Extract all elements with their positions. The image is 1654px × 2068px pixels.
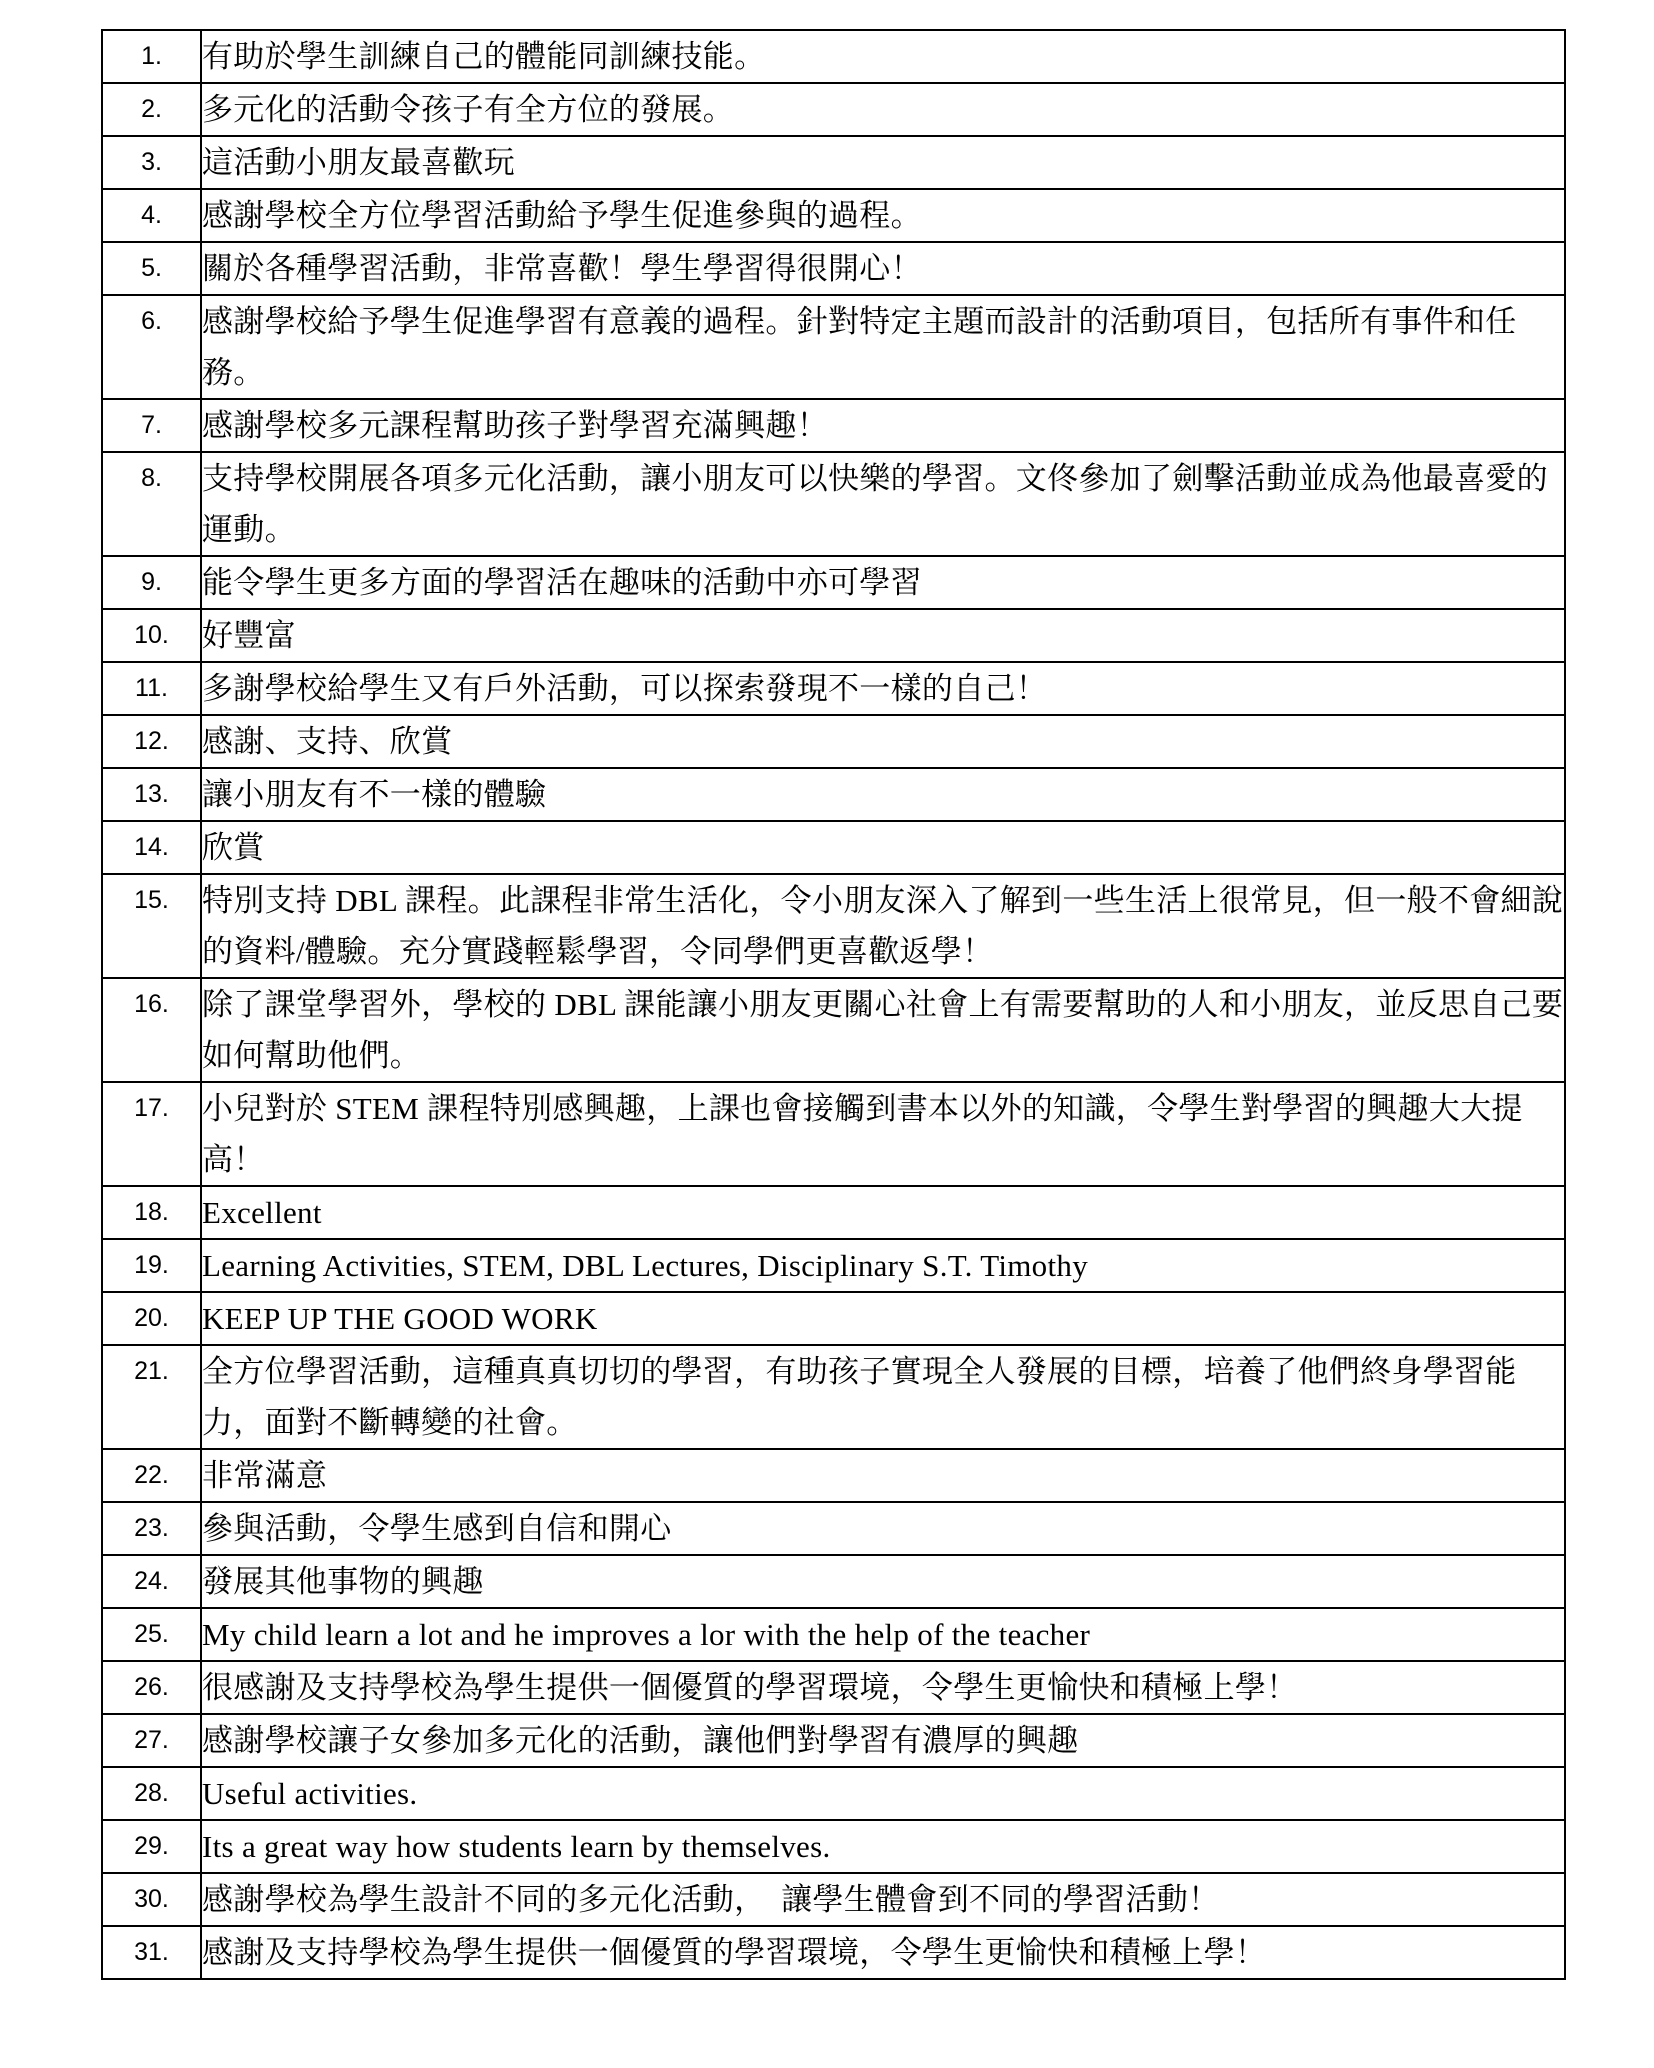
table-row (102, 556, 1565, 609)
feedback-page (101, 29, 1566, 1980)
row-number: 19. (102, 1239, 201, 1292)
table-row (102, 768, 1565, 821)
row-number: 17. (102, 1082, 201, 1186)
feedback-text: 感謝學校給予學生促進學習有意義的過程。針對特定主題而設計的活動項目，包括所有事件和任務。 (201, 295, 1565, 399)
row-number: 3. (102, 136, 201, 189)
feedback-text: 全方位學習活動，這種真真切切的學習，有助孩子實現全人發展的目標，培養了他們終身學習能力，面對不斷轉變的社會。 (201, 1345, 1565, 1449)
table-row (102, 1873, 1565, 1926)
table-row (102, 1292, 1565, 1345)
row-number: 9. (102, 556, 201, 609)
table-row (102, 1661, 1565, 1714)
feedback-text: 這活動小朋友最喜歡玩 (201, 136, 1565, 189)
row-number: 2. (102, 83, 201, 136)
table-row (102, 1345, 1565, 1449)
row-number: 21. (102, 1345, 201, 1449)
table-row (102, 189, 1565, 242)
row-number: 5. (102, 242, 201, 295)
row-number: 28. (102, 1767, 201, 1820)
table-row (102, 874, 1565, 978)
table-row (102, 715, 1565, 768)
table-row (102, 1767, 1565, 1820)
feedback-table (101, 29, 1566, 1980)
feedback-text: 關於各種學習活動，非常喜歡！學生學習得很開心！ (201, 242, 1565, 295)
row-number: 15. (102, 874, 201, 978)
row-number: 6. (102, 295, 201, 399)
row-number: 16. (102, 978, 201, 1082)
table-row (102, 609, 1565, 662)
table-row (102, 1555, 1565, 1608)
feedback-text: 非常滿意 (201, 1449, 1565, 1502)
row-number: 11. (102, 662, 201, 715)
row-number: 23. (102, 1502, 201, 1555)
table-row (102, 1820, 1565, 1873)
table-row (102, 978, 1565, 1082)
table-row (102, 242, 1565, 295)
row-number: 31. (102, 1926, 201, 1979)
row-number: 30. (102, 1873, 201, 1926)
table-row (102, 295, 1565, 399)
table-row (102, 83, 1565, 136)
feedback-text: KEEP UP THE GOOD WORK (201, 1292, 1565, 1345)
feedback-text: 讓小朋友有不一樣的體驗 (201, 768, 1565, 821)
feedback-text: My child learn a lot and he improves a lor with the help of the teacher (201, 1608, 1565, 1661)
feedback-text: 感謝學校為學生設計不同的多元化活動， 讓學生體會到不同的學習活動！ (201, 1873, 1565, 1926)
feedback-text: 很感謝及支持學校為學生提供一個優質的學習環境，令學生更愉快和積極上學！ (201, 1661, 1565, 1714)
feedback-text: 發展其他事物的興趣 (201, 1555, 1565, 1608)
table-row (102, 1926, 1565, 1979)
feedback-text: 除了課堂學習外，學校的 DBL 課能讓小朋友更關心社會上有需要幫助的人和小朋友，並反思自己要如何幫助他們。 (201, 978, 1565, 1082)
feedback-text: Learning Activities, STEM, DBL Lectures, Disciplinary S.T. Timothy (201, 1239, 1565, 1292)
feedback-text: 參與活動，令學生感到自信和開心 (201, 1502, 1565, 1555)
feedback-text: 小兒對於 STEM 課程特別感興趣，上課也會接觸到書本以外的知識，令學生對學習的興趣大大提高！ (201, 1082, 1565, 1186)
table-row (102, 1714, 1565, 1767)
table-row (102, 662, 1565, 715)
feedback-text: 有助於學生訓練自己的體能同訓練技能。 (201, 30, 1565, 83)
feedback-text: 感謝及支持學校為學生提供一個優質的學習環境，令學生更愉快和積極上學！ (201, 1926, 1565, 1979)
feedback-text: 多謝學校給學生又有戶外活動，可以探索發現不一樣的自己！ (201, 662, 1565, 715)
row-number: 25. (102, 1608, 201, 1661)
row-number: 22. (102, 1449, 201, 1502)
row-number: 29. (102, 1820, 201, 1873)
table-row (102, 136, 1565, 189)
feedback-text: 感謝學校全方位學習活動給予學生促進參與的過程。 (201, 189, 1565, 242)
row-number: 18. (102, 1186, 201, 1239)
table-row (102, 30, 1565, 83)
row-number: 24. (102, 1555, 201, 1608)
table-row (102, 399, 1565, 452)
table-row (102, 1608, 1565, 1661)
feedback-text: 好豐富 (201, 609, 1565, 662)
feedback-text: Excellent (201, 1186, 1565, 1239)
feedback-text: 感謝學校讓子女參加多元化的活動，讓他們對學習有濃厚的興趣 (201, 1714, 1565, 1767)
row-number: 8. (102, 452, 201, 556)
table-row (102, 1502, 1565, 1555)
feedback-text: 感謝、支持、欣賞 (201, 715, 1565, 768)
row-number: 7. (102, 399, 201, 452)
row-number: 20. (102, 1292, 201, 1345)
feedback-text: 能令學生更多方面的學習活在趣味的活動中亦可學習 (201, 556, 1565, 609)
table-row (102, 1186, 1565, 1239)
feedback-text: 特別支持 DBL 課程。此課程非常生活化，令小朋友深入了解到一些生活上很常見，但一般不會細說的資料/體驗。充分實踐輕鬆學習，令同學們更喜歡返學！ (201, 874, 1565, 978)
feedback-table-body (102, 30, 1565, 1979)
row-number: 4. (102, 189, 201, 242)
row-number: 26. (102, 1661, 201, 1714)
table-row (102, 452, 1565, 556)
table-row (102, 1449, 1565, 1502)
table-row (102, 821, 1565, 874)
table-row (102, 1239, 1565, 1292)
row-number: 13. (102, 768, 201, 821)
feedback-text: Its a great way how students learn by themselves. (201, 1820, 1565, 1873)
row-number: 12. (102, 715, 201, 768)
feedback-text: 欣賞 (201, 821, 1565, 874)
row-number: 14. (102, 821, 201, 874)
row-number: 27. (102, 1714, 201, 1767)
feedback-text: 感謝學校多元課程幫助孩子對學習充滿興趣！ (201, 399, 1565, 452)
row-number: 1. (102, 30, 201, 83)
feedback-text: Useful activities. (201, 1767, 1565, 1820)
row-number: 10. (102, 609, 201, 662)
feedback-text: 支持學校開展各項多元化活動，讓小朋友可以快樂的學習。文佟參加了劍擊活動並成為他最喜愛的運動。 (201, 452, 1565, 556)
table-row (102, 1082, 1565, 1186)
feedback-text: 多元化的活動令孩子有全方位的發展。 (201, 83, 1565, 136)
